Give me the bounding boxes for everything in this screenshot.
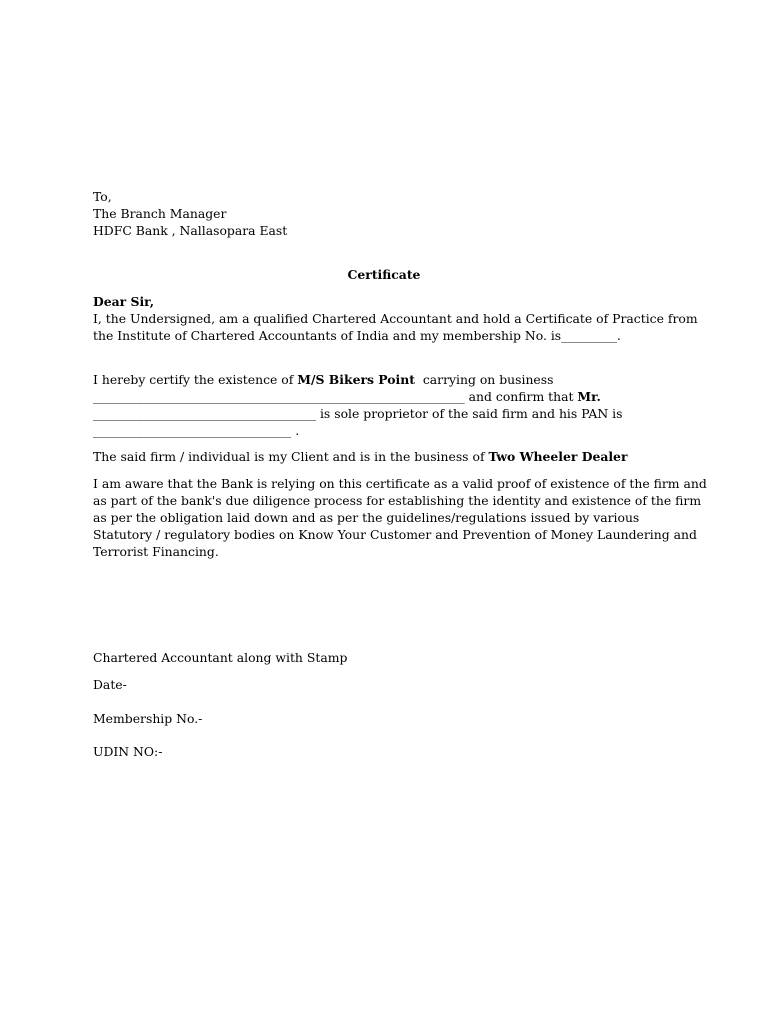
firm-name: M/S Bikers Point — [297, 372, 415, 387]
certify-carrying: carrying on business — [414, 372, 554, 387]
certify-period: . — [291, 423, 300, 438]
business-prefix: The said firm / individual is my Client and is in the business of — [93, 449, 489, 464]
certify-line-2 — [93, 388, 693, 405]
blank-pan: ________________________________ — [93, 423, 292, 438]
certify-proprietor: is sole proprietor of the said firm and his PAN is — [316, 406, 623, 421]
mr-label: Mr. — [577, 389, 601, 404]
aware-line-1: I am aware that the Bank is relying on this certificate as a valid proof of existence of the firm and — [93, 476, 707, 491]
address-block — [93, 188, 693, 239]
signature-membership: Membership No.- — [93, 711, 203, 726]
blank-business: ____________________________________________________________ — [93, 389, 465, 404]
certify-prefix: I hereby certify the existence of — [93, 372, 298, 387]
signature-udin: UDIN NO:- — [93, 744, 163, 759]
aware-line-4: Statutory / regulatory bodies on Know Your Customer and Prevention of Money Laundering and — [93, 527, 697, 542]
certify-paragraph — [93, 371, 693, 439]
intro-paragraph — [93, 310, 698, 344]
business-type: Two Wheeler Dealer — [488, 449, 628, 464]
aware-line-3: as per the obligation laid down and as per the guidelines/regulations issued by various — [93, 510, 640, 525]
certify-confirm: and confirm that — [464, 389, 578, 404]
salutation — [93, 293, 693, 310]
intro-line-2: the Institute of Chartered Accountants of India and my membership No. is_________. — [93, 328, 621, 343]
aware-paragraph — [93, 475, 707, 560]
address-to: To, — [93, 189, 112, 204]
signature-ca: Chartered Accountant along with Stamp — [93, 650, 348, 665]
address-bank: HDFC Bank , Nallasopara East — [93, 223, 288, 238]
certify-line-4 — [93, 422, 693, 439]
certify-line-1 — [93, 371, 693, 388]
address-recipient: The Branch Manager — [93, 206, 227, 221]
document-title — [93, 266, 675, 283]
signature-date: Date- — [93, 677, 127, 692]
title-text: Certificate — [347, 267, 421, 282]
salutation-text: Dear Sir, — [93, 294, 155, 309]
business-paragraph — [93, 448, 693, 465]
blank-proprietor-name: ____________________________________ — [93, 406, 317, 421]
certify-line-3 — [93, 405, 693, 422]
intro-line-1: I, the Undersigned, am a qualified Chartered Accountant and hold a Certificate of Practice from — [93, 311, 698, 326]
aware-line-5: Terrorist Financing. — [93, 544, 219, 559]
aware-line-2: as part of the bank's due diligence process for establishing the identity and existence of the firm — [93, 493, 702, 508]
